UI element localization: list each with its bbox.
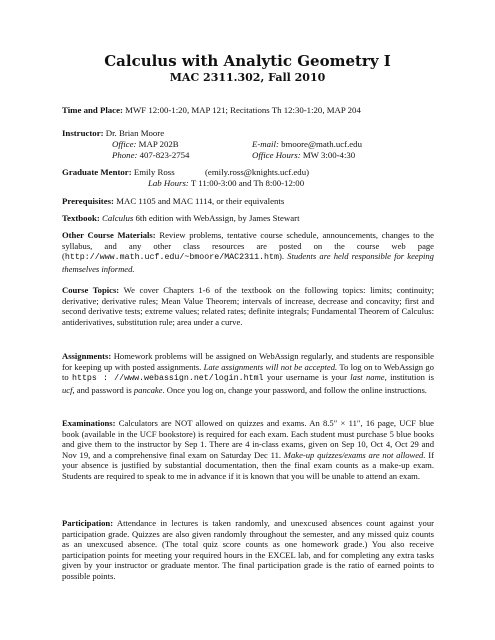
materials-paragraph: Other Course Materials: Review problems, tentative course schedule, announcements, changes to the syllabus, and any other class resources are posted on the course web page (http://www.math.ucf.edu/~bmoore/MAC2311.htm). Students are held responsible for keeping themselves informed. (62, 230, 435, 274)
mentor-email: (emily.ross@knights.ucf.edu) (205, 167, 310, 177)
mentor-label: Graduate Mentor: (62, 167, 132, 177)
time-place-line (62, 105, 361, 116)
textbook-title: Calculus (102, 213, 134, 223)
mentor-line (62, 167, 175, 178)
time-place-value: MWF 12:00-1:20, MAP 121; Recitations Th 12:30-1:20, MAP 204 (125, 105, 361, 115)
page-title: Calculus with Analytic Geometry I (104, 52, 391, 70)
time-place-label: Time and Place: (62, 105, 123, 115)
webassign-link[interactable]: https : //www.webassign.net/login.html (72, 374, 264, 384)
instructor-email: E-mail: bmoore@math.ucf.edu (252, 139, 362, 149)
instructor-name: Dr. Brian Moore (105, 128, 165, 138)
instructor-line (62, 128, 164, 139)
textbook-line: Textbook: Calculus 6th edition with WebAssign, by James Stewart (62, 213, 300, 223)
prereq-value: MAC 1105 and MAC 1114, or their equivalents (116, 196, 285, 206)
textbook-label: Textbook: (62, 213, 100, 223)
course-subtitle: MAC 2311.302, Fall 2010 (169, 71, 326, 84)
instructor-label: Instructor: (62, 128, 104, 138)
instructor-phone: Phone: 407-823-2754 (112, 150, 190, 160)
instructor-office-hours: Office Hours: MW 3:00-4:30 (252, 150, 356, 160)
course-webpage-link[interactable]: http://www.math.ucf.edu/~bmoore/MAC2311.htm (64, 253, 279, 263)
mentor-lab-hours: Lab Hours: T 11:00-3:00 and Th 8:00-12:00 (148, 178, 305, 188)
instructor-office: Office: MAP 202B (112, 139, 179, 149)
prereq-line (62, 196, 284, 207)
prereq-label: Prerequisites: (62, 196, 114, 206)
topics-paragraph: Course Topics: We cover Chapters 1-6 of the textbook on the following topics: limits; continuity; derivative; derivative rules; Mean Value Theorem; intervals of increase, decrease and concavity; first and second derivative tests; extreme values; related rates; definite integrals; Fundamental Theorem of Calculus: antiderivatives, substitution rule; area under a curve. (62, 285, 434, 327)
examinations-paragraph: Examinations: Calculators are NOT allowed on quizzes and exams. An 8.5″ × 11″, 16 page, UCF blue book (available in the UCF bookstore) is required for each exam. Each student must purchase 5 blue books and give them to the instructor by Sep 1. There are 4 in-class exams, given on Sep 10, Oct 4, Oct 29 and Nov 19, and a comprehensive final exam on Saturday Dec 11. Make-up quizzes/exams are not allowed. If your absence is justified by substantial documentation, then the final exam counts as a make-up exam. Students are required to speak to me in advance if it is known that you will be unable to attend an exam. (62, 418, 434, 481)
participation-paragraph: Participation: Attendance in lectures is taken randomly, and unexcused absences count against your participation grade. Quizzes are also given randomly throughout the semester, and any missed quiz counts as an unexcused absence. (The total quiz score counts as one homework grade.) You also receive participation points for meeting your required hours in the EXCEL lab, and for completing any extra tasks given by your instructor or graduate mentor. The final participation grade is the ratio of earned points to possible points. (62, 518, 434, 581)
assignments-paragraph: Assignments: Homework problems will be assigned on WebAssign regularly, and students are responsible for keeping up with posted assignments. Late assignments will not be accepted. To log on to WebAssign go to https : //www.webassign.net/login.html your username is your last name, institution is ucf, and password is pancake. Once you log on, change your password, and follow the online instructions. (62, 351, 434, 395)
mentor-name: Emily Ross (133, 167, 175, 177)
